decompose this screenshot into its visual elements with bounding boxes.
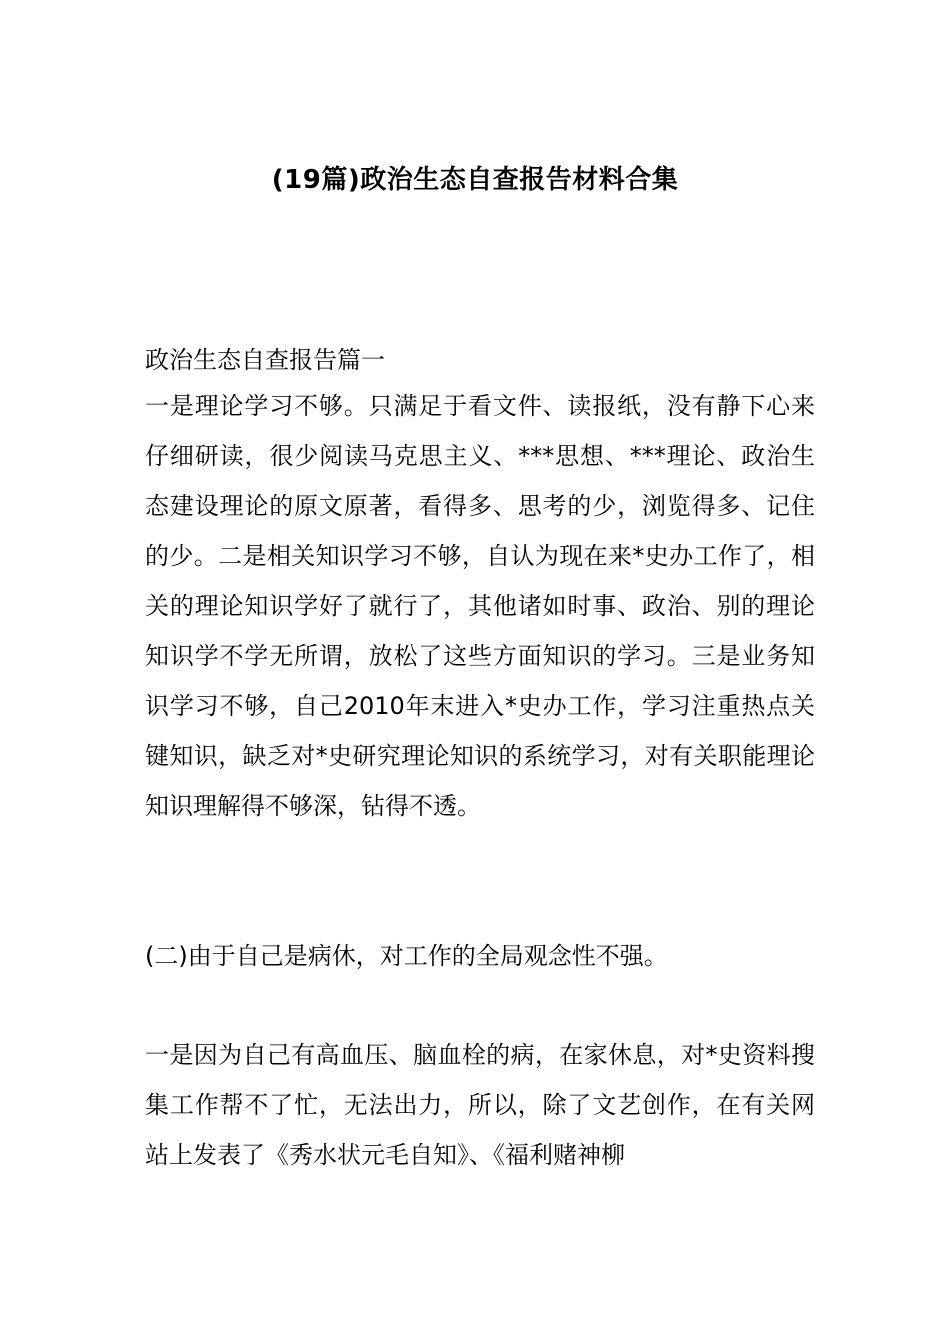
section-heading: 政治生态自查报告篇一 xyxy=(145,346,385,374)
paragraph-illness-reason: 一是因为自己有高血压、脑血栓的病，在家休息，对*史资料搜集工作帮不了忙，无法出力，所以，除了文艺创作，在有关网站上发表了《秀水状元毛自知》、《福利赌神柳 xyxy=(145,1041,815,1169)
document-title: (19篇)政治生态自查报告材料合集 xyxy=(271,165,679,195)
paragraph-subheading-overall-view: (二)由于自己是病休，对工作的全局观念性不强。 xyxy=(145,942,668,970)
paragraph-study-insufficient: 一是理论学习不够。只满足于看文件、读报纸，没有静下心来仔细研读，很少阅读马克思主义、***思想、***理论、政治生态建设理论的原文原著，看得多、思考的少，浏览得多、记住的少。二是相关知识学习不够，自认为现在来*史办工作了，相关的理论知识学好了就行了，其他诸如时事、政治、别的理论知识学不学无所谓，放松了这些方面知识的学习。三是业务知识学习不够，自己2010年末进入*史办工作，学习注重热点关键知识，缺乏对*史研究理论知识的系统学习，对有关职能理论知识理解得不够深，钻得不透。 xyxy=(145,392,815,820)
